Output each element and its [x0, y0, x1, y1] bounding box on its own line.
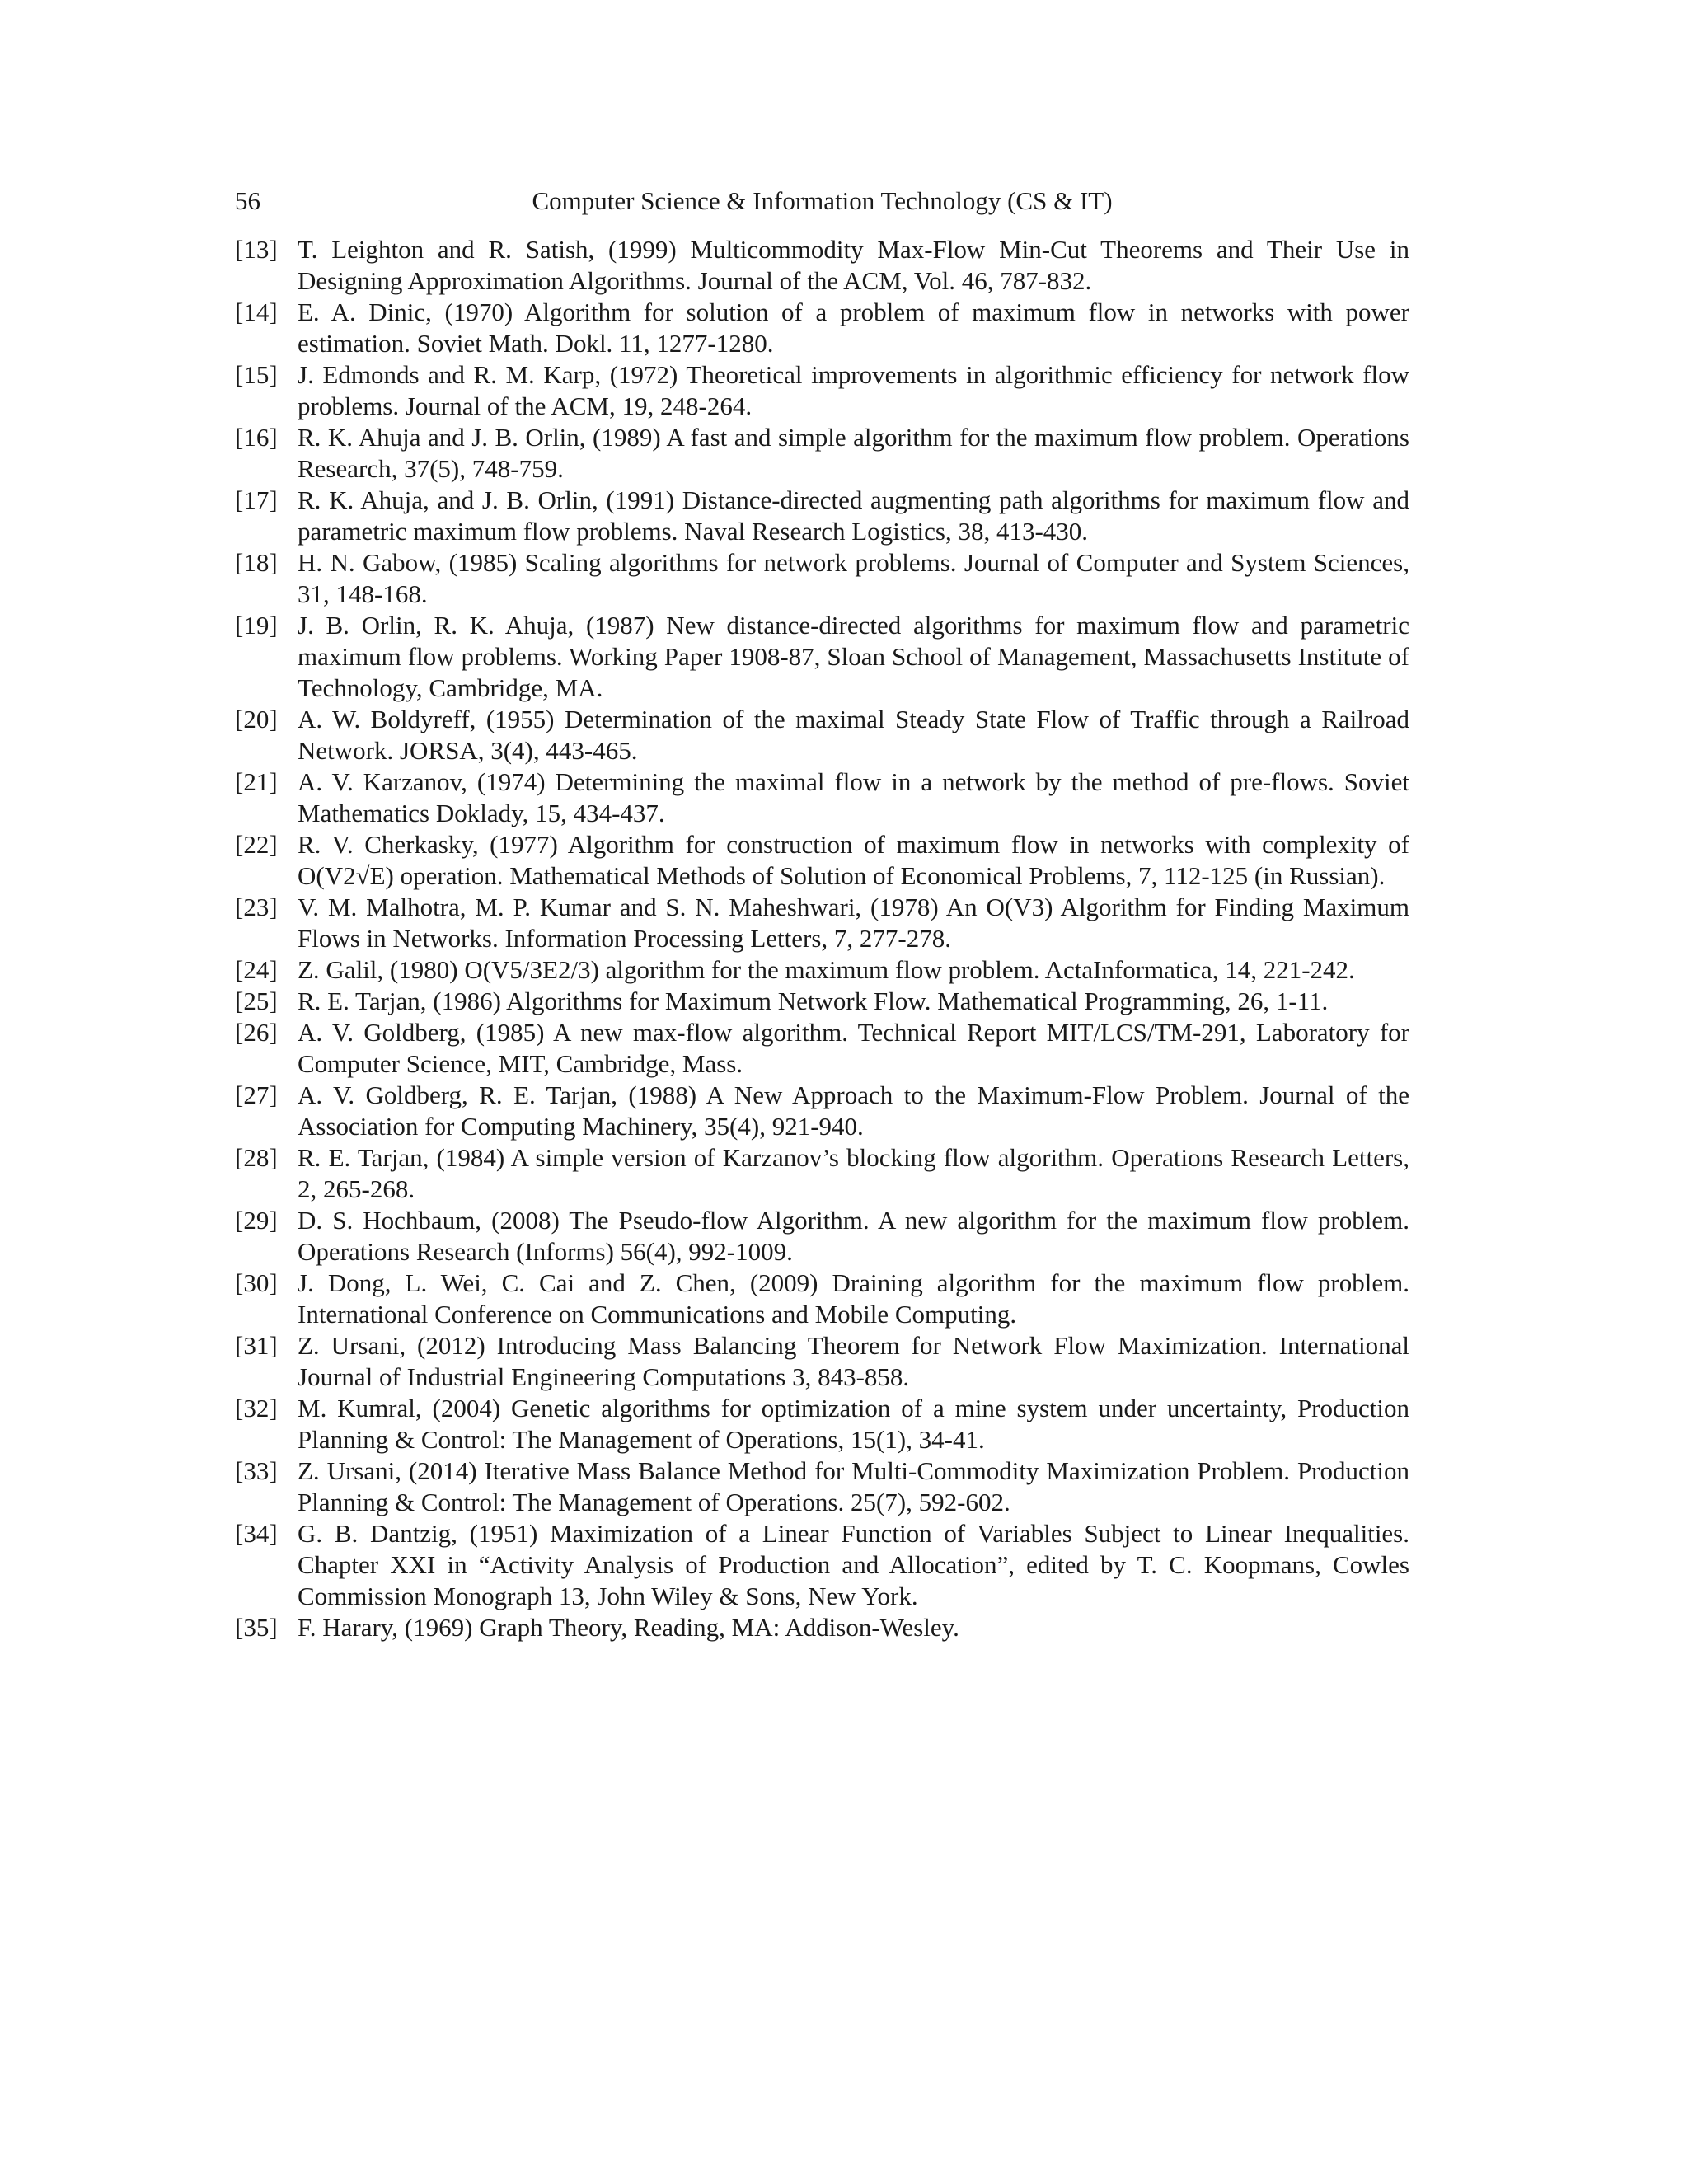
reference-number: [28]: [235, 1143, 278, 1172]
reference-item: [235, 1393, 1409, 1455]
reference-text: R. E. Tarjan, (1986) Algorithms for Maximum Network Flow. Mathematical Programming, 26, 1-11.: [298, 987, 1329, 1015]
reference-text: H. N. Gabow, (1985) Scaling algorithms for network problems. Journal of Computer and System Sciences, 31, 148-168.: [298, 548, 1409, 608]
reference-item: [235, 610, 1409, 704]
reference-text: R. K. Ahuja and J. B. Orlin, (1989) A fast and simple algorithm for the maximum flow problem. Operations Research, 37(5), 748-759.: [298, 423, 1409, 483]
reference-number: [23]: [235, 893, 278, 921]
page-header: [235, 183, 1409, 219]
reference-text: R. E. Tarjan, (1984) A simple version of Karzanov’s blocking flow algorithm. Operations Research Letters, 2, 265-268.: [298, 1143, 1409, 1203]
reference-item: [235, 1518, 1409, 1612]
reference-text: J. Edmonds and R. M. Karp, (1972) Theoretical improvements in algorithmic efficiency for network flow problems. Journal of the ACM, 19, 248-264.: [298, 360, 1409, 420]
reference-text: M. Kumral, (2004) Genetic algorithms for optimization of a mine system under uncertainty, Production Planning & Control: The Management of Operations, 15(1), 34-41.: [298, 1394, 1409, 1454]
page-number: 56: [235, 186, 260, 215]
reference-number: [25]: [235, 987, 278, 1015]
reference-text: G. B. Dantzig, (1951) Maximization of a Linear Function of Variables Subject to Linear Inequalities. Chapter XXI in “Activity Analysis of Production and Allocation”, edited by T. C. Koopmans, Cowles Commission Monograph 13, John Wiley & Sons, New York.: [298, 1519, 1409, 1610]
reference-number: [15]: [235, 360, 278, 389]
reference-number: [22]: [235, 830, 278, 859]
reference-item: [235, 892, 1409, 954]
reference-text: A. V. Goldberg, (1985) A new max-flow algorithm. Technical Report MIT/LCS/TM-291, Laboratory for Computer Science, MIT, Cambridge, Mass.: [298, 1018, 1409, 1078]
reference-item: [235, 1612, 1409, 1643]
reference-item: [235, 1330, 1409, 1393]
reference-text: R. V. Cherkasky, (1977) Algorithm for construction of maximum flow in networks with complexity of O(V2√E) operation. Mathematical Methods of Solution of Economical Problems, 7, 112-125 (in Russian).: [298, 830, 1409, 890]
reference-item: [235, 1017, 1409, 1080]
reference-number: [33]: [235, 1456, 278, 1485]
reference-number: [13]: [235, 235, 278, 264]
reference-number: [32]: [235, 1394, 278, 1422]
reference-item: [235, 829, 1409, 892]
reference-text: F. Harary, (1969) Graph Theory, Reading, MA: Addison-Wesley.: [298, 1613, 959, 1642]
reference-item: [235, 485, 1409, 547]
reference-item: [235, 297, 1409, 359]
reference-item: [235, 766, 1409, 829]
reference-number: [20]: [235, 705, 278, 733]
reference-text: A. V. Goldberg, R. E. Tarjan, (1988) A New Approach to the Maximum-Flow Problem. Journal of the Association for Computing Machinery, 35(4), 921-940.: [298, 1080, 1409, 1141]
reference-number: [21]: [235, 767, 278, 796]
reference-text: J. Dong, L. Wei, C. Cai and Z. Chen, (2009) Draining algorithm for the maximum flow problem. International Conference on Communications and Mobile Computing.: [298, 1268, 1409, 1329]
reference-item: [235, 422, 1409, 485]
reference-item: [235, 986, 1409, 1017]
reference-text: A. W. Boldyreff, (1955) Determination of the maximal Steady State Flow of Traffic through a Railroad Network. JORSA, 3(4), 443-465.: [298, 705, 1409, 765]
running-title: Computer Science & Information Technology (CS & IT): [532, 186, 1113, 215]
reference-number: [17]: [235, 485, 278, 514]
reference-item: [235, 1455, 1409, 1518]
reference-item: [235, 547, 1409, 610]
reference-item: [235, 234, 1409, 297]
reference-list: [235, 234, 1409, 1643]
reference-text: A. V. Karzanov, (1974) Determining the maximal flow in a network by the method of pre-flows. Soviet Mathematics Doklady, 15, 434-437.: [298, 767, 1409, 827]
reference-item: [235, 1268, 1409, 1330]
reference-number: [30]: [235, 1268, 278, 1297]
reference-item: [235, 1080, 1409, 1142]
reference-number: [18]: [235, 548, 278, 577]
reference-number: [14]: [235, 298, 278, 326]
reference-text: V. M. Malhotra, M. P. Kumar and S. N. Maheshwari, (1978) An O(V3) Algorithm for Finding Maximum Flows in Networks. Information Processing Letters, 7, 277-278.: [298, 893, 1409, 953]
reference-item: [235, 359, 1409, 422]
reference-number: [16]: [235, 423, 278, 452]
reference-number: [34]: [235, 1519, 278, 1548]
reference-text: Z. Ursani, (2012) Introducing Mass Balancing Theorem for Network Flow Maximization. International Journal of Industrial Engineering Computations 3, 843-858.: [298, 1331, 1409, 1391]
reference-text: E. A. Dinic, (1970) Algorithm for solution of a problem of maximum flow in networks with power estimation. Soviet Math. Dokl. 11, 1277-1280.: [298, 298, 1409, 358]
reference-item: [235, 954, 1409, 986]
reference-text: R. K. Ahuja, and J. B. Orlin, (1991) Distance-directed augmenting path algorithms for maximum flow and parametric maximum flow problems. Naval Research Logistics, 38, 413-430.: [298, 485, 1409, 546]
reference-text: Z. Ursani, (2014) Iterative Mass Balance Method for Multi-Commodity Maximization Problem. Production Planning & Control: The Management of Operations. 25(7), 592-602.: [298, 1456, 1409, 1516]
reference-text: J. B. Orlin, R. K. Ahuja, (1987) New distance-directed algorithms for maximum flow and parametric maximum flow problems. Working Paper 1908-87, Sloan School of Management, Massachusetts Institute of Technology, Cambridge, MA.: [298, 611, 1409, 702]
reference-number: [35]: [235, 1613, 278, 1642]
reference-item: [235, 704, 1409, 766]
reference-number: [24]: [235, 955, 278, 984]
reference-item: [235, 1142, 1409, 1205]
reference-text: Z. Galil, (1980) O(V5/3E2/3) algorithm for the maximum flow problem. ActaInformatica, 14, 221-242.: [298, 955, 1355, 984]
reference-item: [235, 1205, 1409, 1268]
reference-number: [31]: [235, 1331, 278, 1360]
reference-number: [19]: [235, 611, 278, 640]
reference-number: [27]: [235, 1080, 278, 1109]
reference-text: D. S. Hochbaum, (2008) The Pseudo-flow Algorithm. A new algorithm for the maximum flow problem. Operations Research (Informs) 56(4), 992-1009.: [298, 1206, 1409, 1266]
reference-text: T. Leighton and R. Satish, (1999) Multicommodity Max-Flow Min-Cut Theorems and Their Use in Designing Approximation Algorithms. Journal of the ACM, Vol. 46, 787-832.: [298, 235, 1409, 295]
reference-number: [29]: [235, 1206, 278, 1235]
reference-number: [26]: [235, 1018, 278, 1047]
